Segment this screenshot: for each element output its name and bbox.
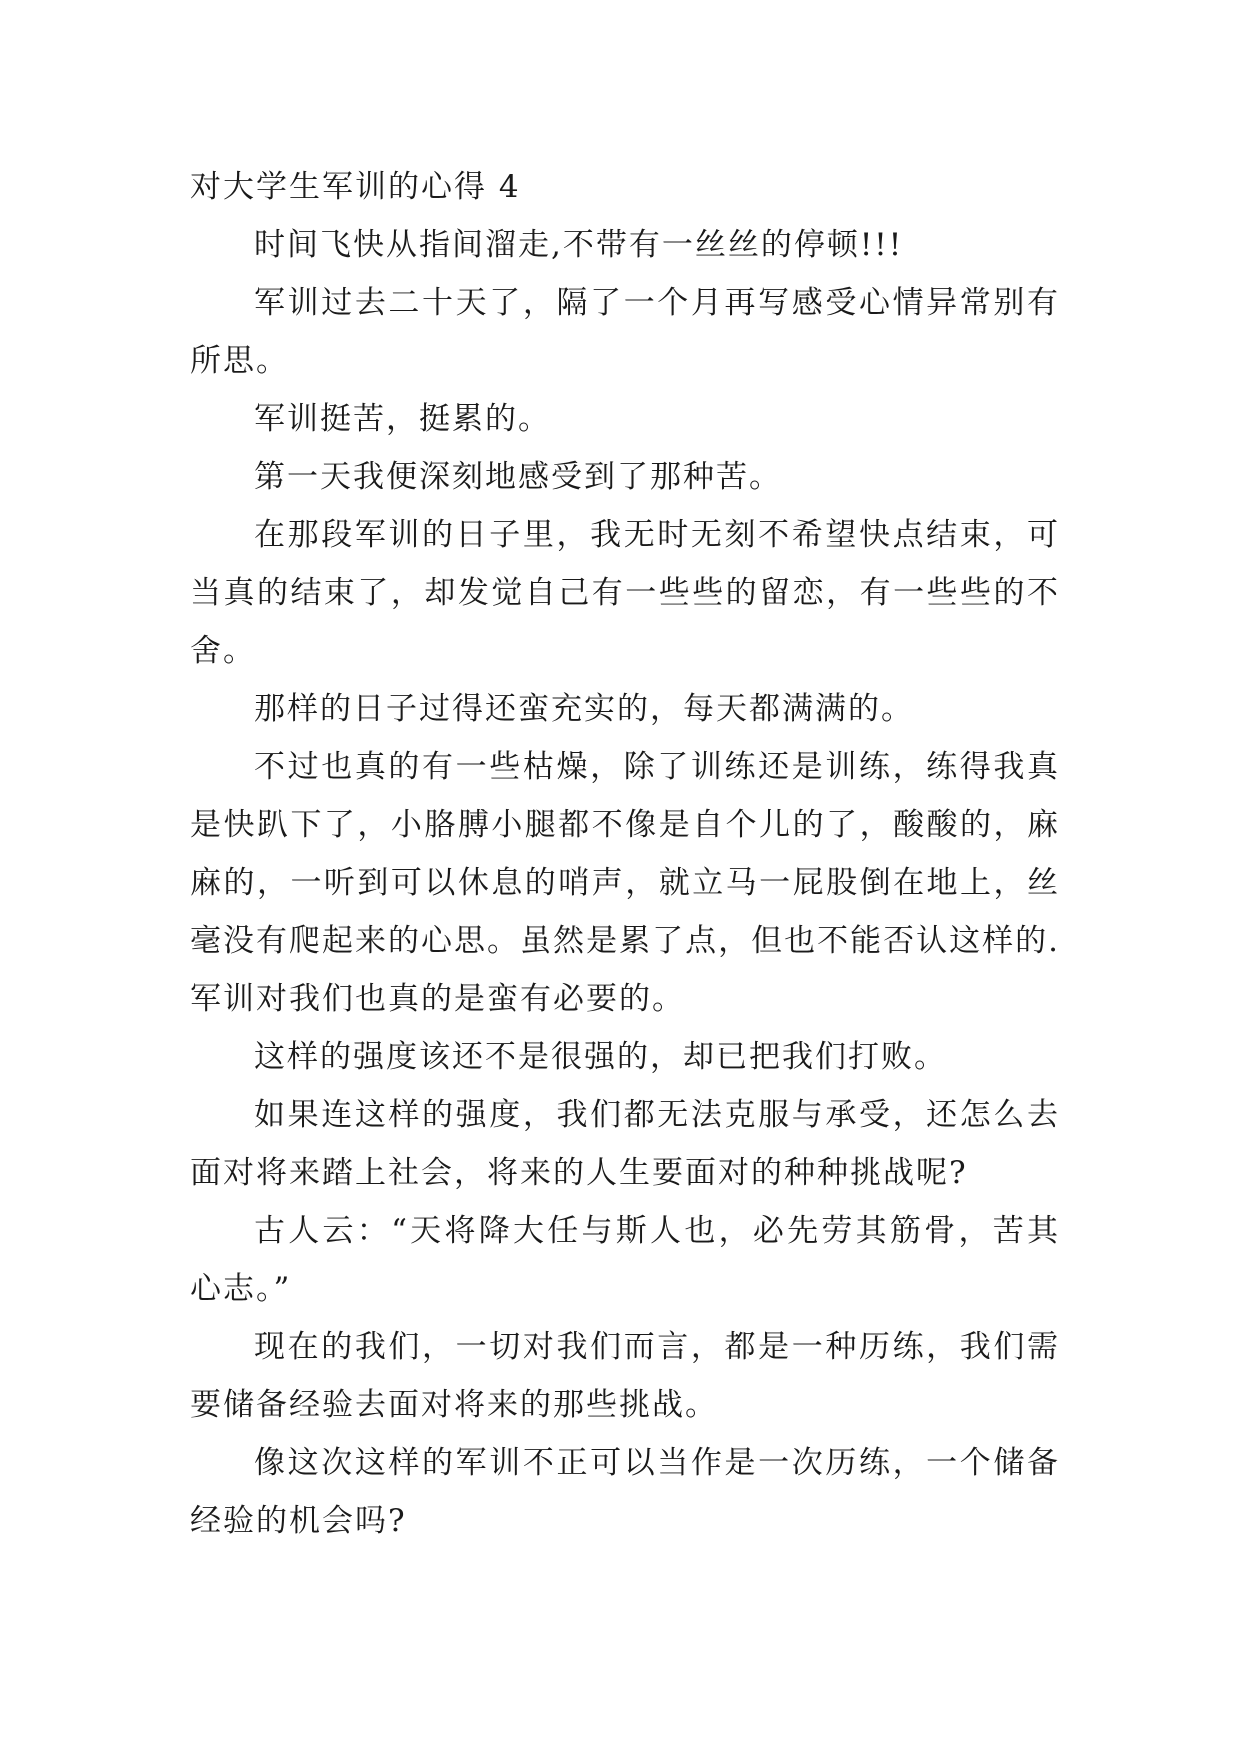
paragraph: 军训过去二十天了，隔了一个月再写感受心情异常别有所思。 <box>190 285 1060 379</box>
paragraph: 如果连这样的强度，我们都无法克服与承受，还怎么去面对将来踏上社会，将来的人生要面对的种种挑战呢? <box>190 1097 1060 1191</box>
paragraph: 那样的日子过得还蛮充实的，每天都满满的。 <box>254 691 914 727</box>
paragraph: 不过也真的有一些枯燥，除了训练还是训练，练得我真是快趴下了，小胳膊小腿都不像是自个儿的了，酸酸的，麻麻的，一听到可以休息的哨声，就立马一屁股倒在地上，丝毫没有爬起来的心思。虽然是累了点，但也不能否认这样的.军训对我们也真的是蛮有必要的。 <box>190 749 1060 1017</box>
document-title: 对大学生军训的心得 4 <box>190 169 521 205</box>
paragraph: 第一天我便深刻地感受到了那种苦。 <box>254 459 782 495</box>
paragraph: 现在的我们，一切对我们而言，都是一种历练，我们需要储备经验去面对将来的那些挑战。 <box>190 1329 1060 1423</box>
paragraph: 古人云：“天将降大任与斯人也，必先劳其筋骨，苦其心志。” <box>190 1213 1060 1307</box>
paragraph: 在那段军训的日子里，我无时无刻不希望快点结束，可当真的结束了，却发觉自己有一些些的留恋，有一些些的不舍。 <box>190 517 1060 669</box>
paragraph: 这样的强度该还不是很强的，却已把我们打败。 <box>254 1039 947 1075</box>
paragraph: 像这次这样的军训不正可以当作是一次历练，一个储备经验的机会吗? <box>190 1445 1060 1539</box>
paragraph: 军训挺苦，挺累的。 <box>254 401 551 437</box>
paragraph: 时间飞快从指间溜走,不带有一丝丝的停顿!!! <box>254 227 904 263</box>
document-body <box>190 158 1060 1550</box>
